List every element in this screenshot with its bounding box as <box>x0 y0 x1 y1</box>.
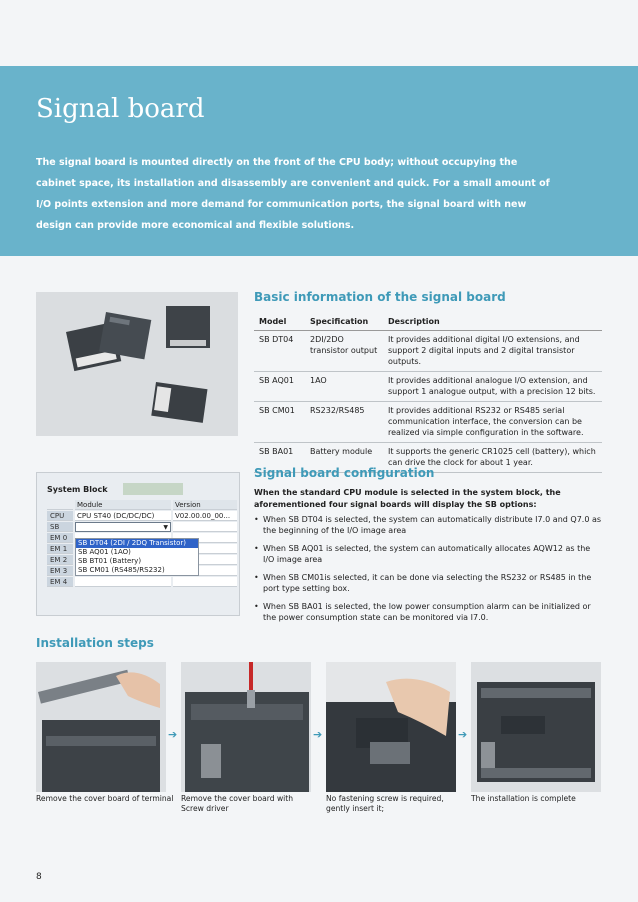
sb-option[interactable]: SB BT01 (Battery) <box>78 557 142 565</box>
step-1-photo <box>36 662 166 792</box>
grid-header-row <box>47 500 237 510</box>
intro-paragraph: The signal board is mounted directly on the front of the CPU body; without occupying the cabinet space, its installation and disassembly are convenient and quick. For a small amount of I/O points extension and more demand for communication ports, the signal board with new design can provide more economical and flexible solutions. <box>36 157 550 231</box>
row-label: EM 1 <box>47 544 73 554</box>
step-3-photo <box>326 662 456 792</box>
table-header-row <box>254 313 602 331</box>
desc-cell: It provides additional RS232 or RS485 serial communication interface, the conversion can be realized via simple configuration in the software. <box>383 402 602 443</box>
list-item <box>254 572 602 594</box>
row-label: CPU <box>47 511 73 521</box>
version-cell <box>173 577 237 587</box>
bullet-text: When SB DT04 is selected, the system can automatically distribute I7.0 and Q7.0 as the beginning of the I/O image area <box>263 515 602 535</box>
spec-cell: RS232/RS485 <box>305 402 383 443</box>
bullet-text: When SB CM01is selected, it can be done via selecting the RS232 or RS485 in the port type setting box. <box>263 573 592 593</box>
desc-cell: It supports the generic CR1025 cell (battery), which can drive the clock for about 1 year. <box>383 443 602 473</box>
basic-info-title: Basic information of the signal board <box>254 290 506 304</box>
list-item <box>254 543 602 565</box>
step-4-photo <box>471 662 601 792</box>
step-3-caption: No fastening screw is required, gently insert it; <box>326 794 444 813</box>
install-title: Installation steps <box>36 636 154 650</box>
row-label: EM 4 <box>47 577 73 587</box>
step-2-photo <box>181 662 311 792</box>
bullet-icon: • <box>254 573 259 582</box>
col-version-header: Version <box>173 500 237 510</box>
col-desc-header: Description <box>383 313 602 331</box>
spec-cell: Battery module <box>305 443 383 473</box>
spec-cell: 2DI/2DO transistor output <box>305 331 383 372</box>
module-cell: CPU ST40 (DC/DC/DC) <box>75 511 171 521</box>
header-content <box>0 66 638 256</box>
config-title: Signal board configuration <box>254 466 435 480</box>
row-label: EM 3 <box>47 566 73 576</box>
model-cell: SB AQ01 <box>254 372 305 402</box>
system-block-tab-badge <box>123 483 183 495</box>
step-2-caption: Remove the cover board with Screw driver <box>181 794 294 813</box>
row-label: SB <box>47 522 73 532</box>
page-title: Signal board <box>36 94 205 124</box>
system-block-title: System Block <box>47 485 108 494</box>
signal-boards-photo <box>36 292 238 436</box>
col-spec-header: Specification <box>305 313 383 331</box>
sb-option[interactable]: SB AQ01 (1AO) <box>78 548 131 556</box>
chevron-down-icon[interactable]: ▼ <box>163 524 168 531</box>
bullet-icon: • <box>254 515 259 524</box>
desc-cell: It provides additional analogue I/O extension, and support 1 analogue output, with a precision 12 bits. <box>383 372 602 402</box>
arrow-right-icon: ➔ <box>168 728 178 741</box>
bullet-text: When SB AQ01 is selected, the system can automatically allocates AQW12 as the I/O image area <box>263 544 591 564</box>
arrow-right-icon: ➔ <box>313 728 323 741</box>
spec-cell: 1AO <box>305 372 383 402</box>
step-1-caption: Remove the cover board of terminal <box>36 794 174 803</box>
model-cell: SB DT04 <box>254 331 305 372</box>
module-cell <box>75 577 171 587</box>
config-intro: When the standard CPU module is selected in the system block, the aforementioned four signal boards will display the SB options: <box>254 488 561 509</box>
list-item <box>254 514 602 536</box>
model-cell: SB CM01 <box>254 402 305 443</box>
page-number: 8 <box>36 872 42 882</box>
table-row <box>254 402 602 443</box>
grid-row-cpu[interactable] <box>47 511 237 521</box>
row-label: EM 2 <box>47 555 73 565</box>
version-cell <box>173 522 237 532</box>
table-row <box>254 372 602 402</box>
grid-corner <box>47 500 73 510</box>
grid-row-em4[interactable] <box>47 577 237 587</box>
step-4-caption: The installation is complete <box>471 794 576 803</box>
bullet-text: When SB BA01 is selected, the low power consumption alarm can be initialized or the power consumption state can be monitored via I7.0. <box>263 602 591 622</box>
version-cell: V02.00.00_00... <box>173 511 237 521</box>
list-item <box>254 601 602 623</box>
bullet-icon: • <box>254 602 259 611</box>
system-block-screenshot <box>36 472 240 616</box>
bullet-icon: • <box>254 544 259 553</box>
config-bullet-list <box>254 514 602 630</box>
sb-option[interactable]: SB DT04 (2DI / 2DQ Transistor) <box>76 539 198 548</box>
col-module-header: Module <box>75 500 171 510</box>
grid-row-sb[interactable] <box>47 522 237 532</box>
row-label: EM 0 <box>47 533 73 543</box>
signal-board-table <box>254 313 602 473</box>
sb-module-select[interactable] <box>75 522 171 532</box>
sb-option[interactable]: SB CM01 (RS485/RS232) <box>78 566 165 574</box>
sb-options-dropdown[interactable] <box>75 538 199 576</box>
arrow-right-icon: ➔ <box>458 728 468 741</box>
col-model-header: Model <box>254 313 305 331</box>
model-cell: SB BA01 <box>254 443 305 473</box>
desc-cell: It provides additional digital I/O extensions, and support 2 digital inputs and 2 digital transistor outputs. <box>383 331 602 372</box>
table-row <box>254 331 602 372</box>
